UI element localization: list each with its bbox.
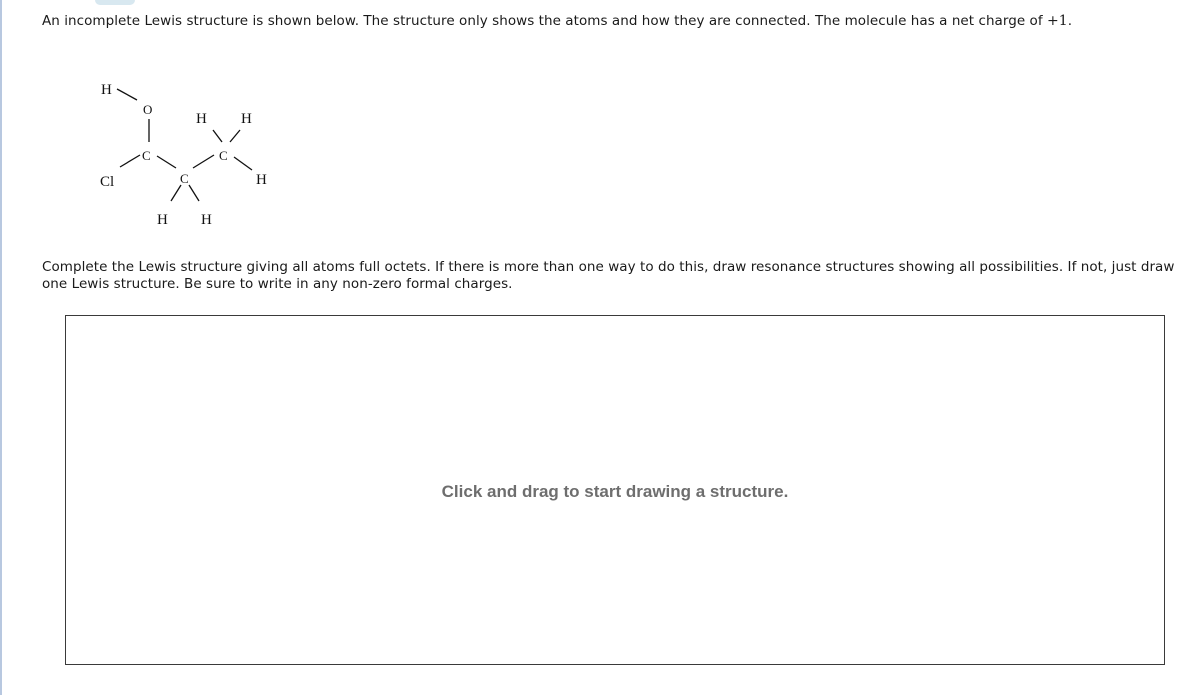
- bond-h-o: [117, 89, 137, 100]
- prompt-period: .: [1067, 13, 1073, 29]
- atom-h-c2-left: H: [157, 212, 168, 228]
- question-instructions: Complete the Lewis structure giving all atoms full octets. If there is more than one way to do this, draw resonance structures showing all possibilities. If not, just draw one Lewis structure. Be sure to write in any non-zero formal charges.: [42, 259, 1175, 292]
- atom-h-c3-right: H: [256, 172, 267, 188]
- atom-h-top: H: [101, 82, 112, 98]
- top-tab-decoration: [95, 0, 135, 5]
- bond-c2-h-right: [189, 185, 199, 201]
- atom-c2: C: [180, 171, 189, 186]
- atom-c1: C: [142, 148, 151, 163]
- left-border: [0, 0, 2, 695]
- net-charge-value: +1: [1047, 13, 1068, 29]
- atom-h-c3-top-right: H: [241, 111, 252, 127]
- bond-c1-c2: [157, 156, 176, 168]
- bond-c3-h-top-right: [230, 130, 240, 142]
- bond-c2-c3: [193, 155, 214, 168]
- bond-c3-h-right: [234, 157, 252, 170]
- bond-c2-h-left: [171, 185, 181, 201]
- incomplete-lewis-structure: [85, 72, 285, 237]
- question-prompt: [42, 13, 1072, 29]
- drawing-canvas-hint: Click and drag to start drawing a structure.: [441, 482, 789, 501]
- atom-h-c3-top-left: H: [196, 111, 207, 127]
- structure-drawing-canvas[interactable]: [65, 315, 1165, 665]
- atom-cl: Cl: [100, 174, 115, 190]
- atom-o: O: [143, 102, 153, 117]
- bond-c3-h-top-left: [213, 130, 222, 142]
- bond-cl-c1: [120, 155, 140, 167]
- molecule-diagram: [85, 72, 285, 237]
- prompt-text: An incomplete Lewis structure is shown below. The structure only shows the atoms and how they are connected. The molecule has a net charge of: [42, 13, 1048, 29]
- atom-c3: C: [219, 148, 228, 163]
- atom-h-c2-right: H: [201, 212, 212, 228]
